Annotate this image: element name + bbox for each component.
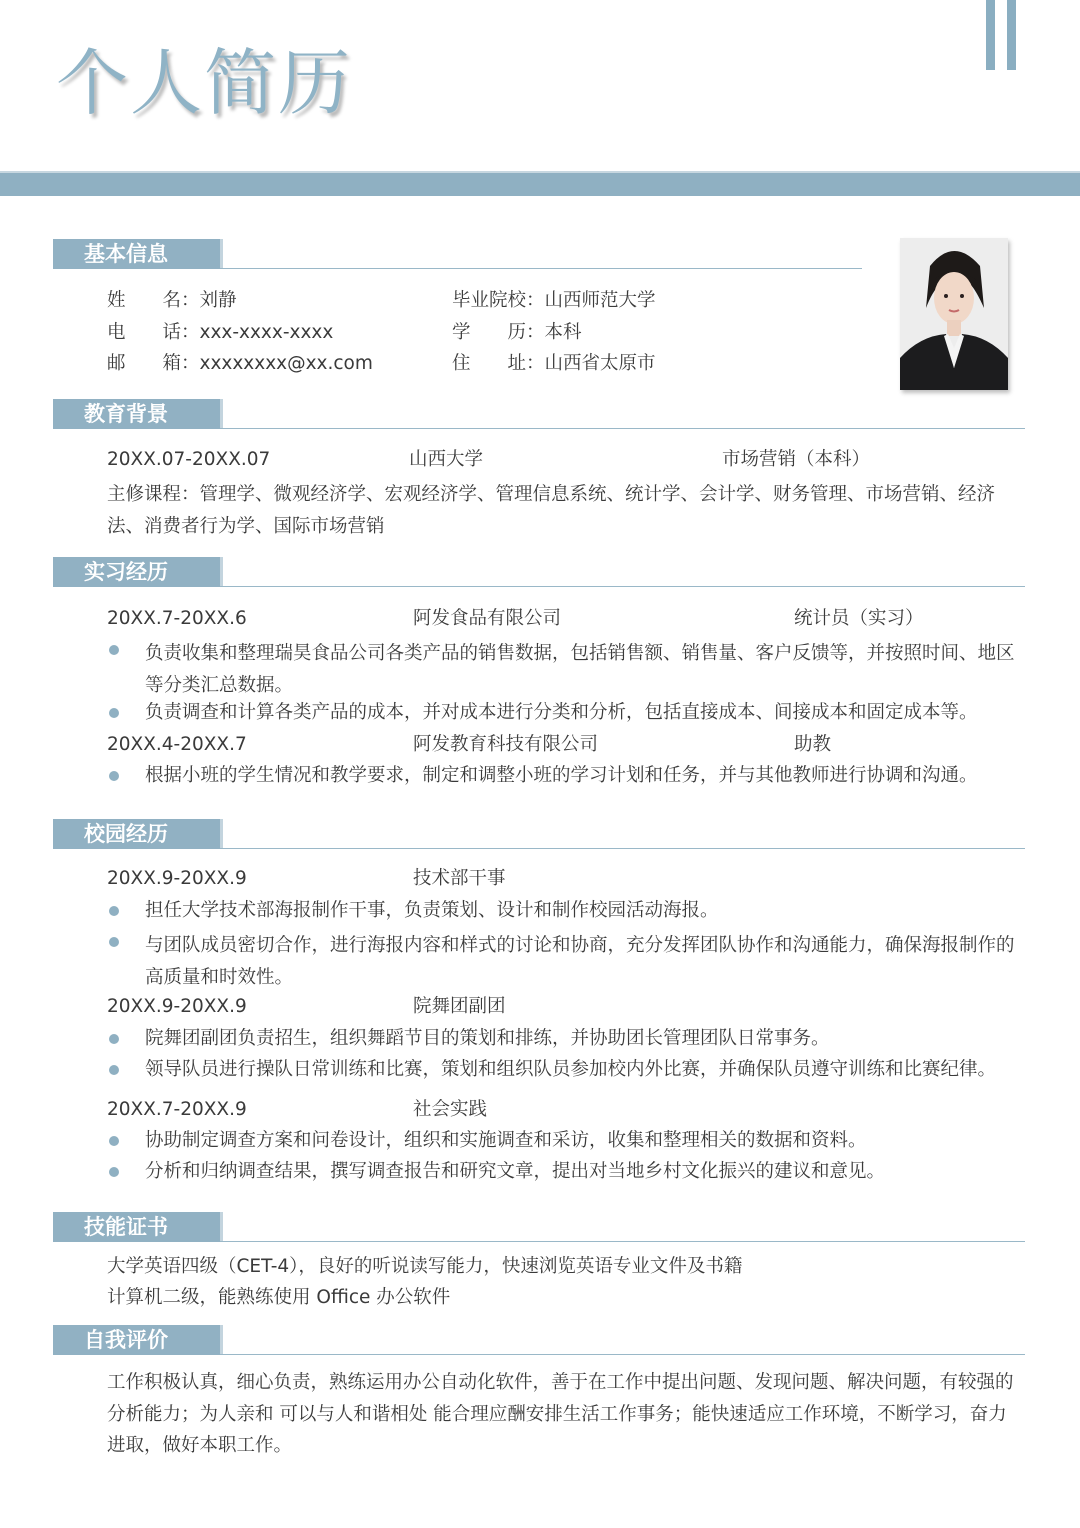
section-line-self	[220, 1354, 1025, 1355]
intern-2-period: 20XX.4-20XX.7	[107, 734, 247, 755]
degree-value: 本科	[544, 322, 582, 343]
phone-label: 电 话：	[107, 322, 200, 343]
campus-1-role: 技术部干事	[413, 868, 506, 889]
intern-1-bullet-1: 负责收集和整理瑞昊食品公司各类产品的销售数据，包括销售额、销售量、客户反馈等，并按照时间、地区等分类汇总数据。	[145, 643, 1015, 696]
section-header-education: 教育背景	[53, 399, 220, 429]
campus-1-bullet-2: 与团队成员密切合作，进行海报内容和样式的讨论和协商，充分发挥团队协作和沟通能力，确保海报制作的高质量和时效性。	[145, 935, 1015, 988]
email-label: 邮 箱：	[107, 353, 200, 374]
degree-label: 学 历：	[452, 322, 545, 343]
campus-3-bullet-1: 协助制定调查方案和问卷设计，组织和实施调查和采访，收集和整理相关的数据和资料。	[145, 1130, 867, 1151]
self-evaluation: 工作积极认真，细心负责，熟练运用办公自动化软件，善于在工作中提出问题、发现问题、解决问题，有较强的分析能力；为人亲和 可以与人和谐相处 能合理应酬安排生活工作事务；能快速适应工作环境，不断学习，奋力进取，做好本职工作。	[107, 1372, 1014, 1456]
campus-3-bullet-2: 分析和归纳调查结果，撰写调查报告和研究文章，提出对当地乡村文化振兴的建议和意见。	[145, 1161, 886, 1182]
bullet-icon	[109, 1136, 119, 1146]
section-line-internship	[220, 586, 1025, 587]
page-title: 个人简历	[56, 41, 353, 125]
campus-2-bullet-2: 领导队员进行操队日常训练和比赛，策划和组织队员参加校内外比赛，并确保队员遵守训练和比赛纪律。	[145, 1059, 997, 1080]
email-value: xxxxxxxx@xx.com	[199, 353, 373, 374]
campus-2-role: 院舞团副团	[413, 996, 506, 1017]
bullet-icon	[109, 645, 119, 655]
intern-2-bullet-1: 根据小班的学生情况和教学要求，制定和调整小班的学习计划和任务，并与其他教师进行协调和沟通。	[145, 765, 978, 786]
bullet-icon	[109, 937, 119, 947]
section-line-education	[220, 428, 1025, 429]
degree-row	[452, 321, 582, 345]
email-row	[107, 352, 373, 376]
section-header-campus: 校园经历	[53, 819, 220, 849]
intern-2-org: 阿发教育科技有限公司	[413, 734, 599, 755]
campus-2-bullet-1: 院舞团副团负责招生，组织舞蹈节目的策划和排练，并协助团长管理团队日常事务。	[145, 1028, 830, 1049]
section-line-basic	[220, 268, 862, 269]
decor-bar-left	[986, 0, 995, 70]
bullet-icon	[109, 1065, 119, 1075]
intern-1-period: 20XX.7-20XX.6	[107, 608, 247, 629]
decor-bar-right	[1007, 0, 1016, 70]
phone-row	[107, 321, 333, 345]
skill-2: 计算机二级，能熟练使用 Office 办公软件	[107, 1287, 451, 1308]
address-row	[452, 352, 656, 376]
bullet-icon	[109, 906, 119, 916]
bullet-icon	[109, 708, 119, 718]
name-value: 刘静	[199, 290, 237, 311]
school-value: 山西师范大学	[544, 290, 656, 311]
name-row	[107, 289, 237, 313]
portrait-image	[900, 238, 1008, 390]
bullet-icon	[109, 1167, 119, 1177]
name-label: 姓 名：	[107, 290, 200, 311]
section-header-skills: 技能证书	[53, 1212, 220, 1242]
intern-1-role: 统计员（实习）	[794, 608, 924, 629]
address-label: 住 址：	[452, 353, 545, 374]
section-line-campus	[220, 848, 1025, 849]
intern-2-role: 助教	[794, 734, 832, 755]
campus-3-period: 20XX.7-20XX.9	[107, 1099, 247, 1120]
profile-photo	[900, 238, 1008, 390]
bullet-icon	[109, 1034, 119, 1044]
edu-courses: 主修课程：管理学、微观经济学、宏观经济学、管理信息系统、统计学、会计学、财务管理、市场营销、经济法、消费者行为学、国际市场营销	[107, 484, 996, 537]
address-value: 山西省太原市	[544, 353, 656, 374]
intern-1-bullet-2: 负责调查和计算各类产品的成本，并对成本进行分类和分析，包括直接成本、间接成本和固定成本等。	[145, 702, 978, 723]
edu-period: 20XX.07-20XX.07	[107, 449, 271, 470]
school-row	[452, 289, 656, 313]
campus-3-role: 社会实践	[413, 1099, 488, 1120]
campus-2-period: 20XX.9-20XX.9	[107, 996, 247, 1017]
bullet-icon	[109, 771, 119, 781]
school-label: 毕业院校：	[452, 290, 545, 311]
campus-1-period: 20XX.9-20XX.9	[107, 868, 247, 889]
edu-major: 市场营销（本科）	[722, 449, 871, 470]
section-line-skills	[220, 1241, 1025, 1242]
header-band	[0, 173, 1080, 196]
skill-1: 大学英语四级（CET-4），良好的听说读写能力，快速浏览英语专业文件及书籍	[107, 1256, 743, 1277]
phone-value: xxx-xxxx-xxxx	[199, 322, 334, 343]
campus-1-bullet-1: 担任大学技术部海报制作干事，负责策划、设计和制作校园活动海报。	[145, 900, 719, 921]
section-header-internship: 实习经历	[53, 557, 220, 587]
edu-school: 山西大学	[409, 449, 484, 470]
section-header-basic: 基本信息	[53, 239, 220, 269]
intern-1-org: 阿发食品有限公司	[413, 608, 562, 629]
section-header-self: 自我评价	[53, 1325, 220, 1355]
